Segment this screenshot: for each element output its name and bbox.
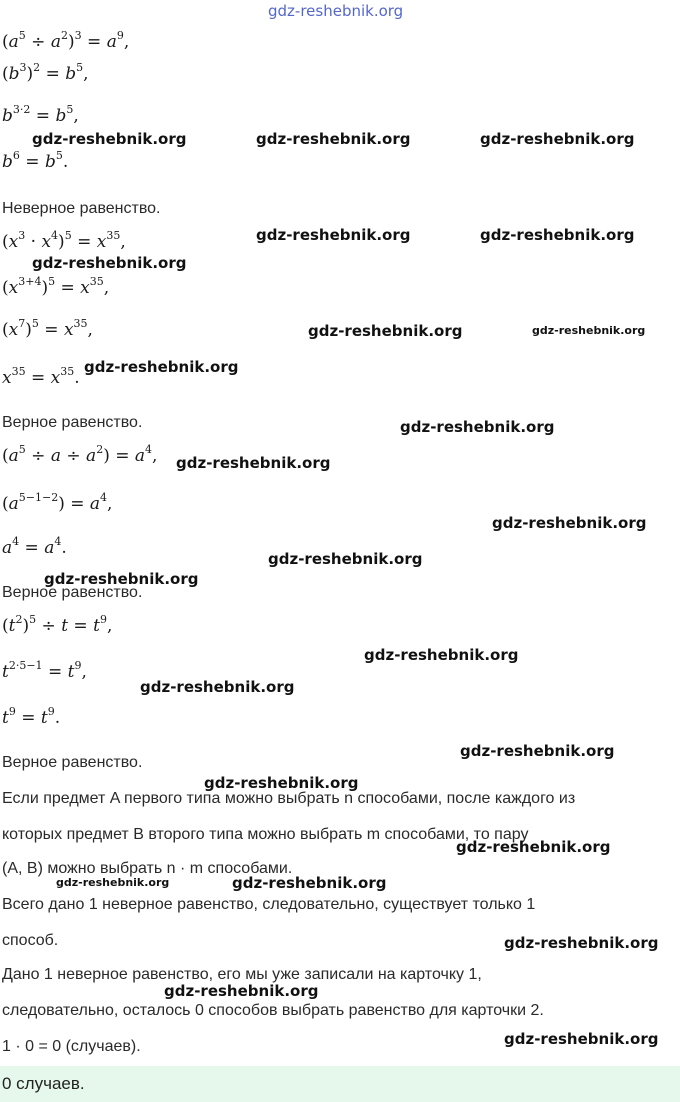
verdict-2: Верное равенство. <box>2 414 143 431</box>
watermark: gdz-reshebnik.org <box>232 874 387 892</box>
watermark: gdz-reshebnik.org <box>32 254 187 272</box>
equation-7: $(x^7)^5 = x^{35}$, <box>2 317 93 340</box>
watermark: gdz-reshebnik.org <box>84 358 239 376</box>
watermark: gdz-reshebnik.org <box>268 550 423 568</box>
watermark: gdz-reshebnik.org <box>204 774 359 792</box>
watermark: gdz-reshebnik.org <box>268 2 404 20</box>
watermark: gdz-reshebnik.org <box>164 982 319 1000</box>
watermark: gdz-reshebnik.org <box>460 742 615 760</box>
verdict-3: Верное равенство. <box>2 584 143 601</box>
equation-8: $x^{35} = x^{35}$. <box>2 365 80 388</box>
card-line-2: следовательно, осталось 0 способов выбрать равенство для карточки 2. <box>2 1002 544 1019</box>
answer-text: 0 случаев. <box>2 1074 85 1093</box>
equation-5: $(x^3 \cdot x^4)^5 = x^{35}$, <box>2 229 126 252</box>
calculation-line: 1 · 0 = 0 (случаев). <box>2 1038 141 1055</box>
card-line-1: Дано 1 неверное равенство, его мы уже записали на карточку 1, <box>2 966 482 983</box>
equation-12: $(t^2)^5 \div t = t^9$, <box>2 613 113 636</box>
verdict-1: Неверное равенство. <box>2 200 161 217</box>
watermark: gdz-reshebnik.org <box>504 934 659 952</box>
watermark: gdz-reshebnik.org <box>456 838 611 856</box>
watermark: gdz-reshebnik.org <box>140 678 295 696</box>
watermark: gdz-reshebnik.org <box>532 324 646 337</box>
equation-1: $(a^5 \div a^2)^3 = a^9$, <box>2 29 130 52</box>
verdict-4: Верное равенство. <box>2 754 143 771</box>
watermark: gdz-reshebnik.org <box>44 570 199 588</box>
watermark: gdz-reshebnik.org <box>480 226 635 244</box>
watermark: gdz-reshebnik.org <box>308 322 463 340</box>
watermark: gdz-reshebnik.org <box>176 454 331 472</box>
rule-line-2: которых предмет B второго типа можно выбрать m способами, то пару <box>2 826 529 843</box>
equation-9: $(a^5 \div a \div a^2) = a^4$, <box>2 443 158 466</box>
equation-2: $(b^3)^2 = b^5$, <box>2 61 89 84</box>
watermark: gdz-reshebnik.org <box>400 418 555 436</box>
equation-6: $(x^{3+4})^5 = x^{35}$, <box>2 275 110 298</box>
equation-3: $b^{3\cdot 2} = b^5$, <box>2 103 79 126</box>
equation-13: $t^{2\cdot 5-1} = t^9$, <box>2 659 87 682</box>
equation-10: $(a^{5-1-2}) = a^4$, <box>2 491 113 514</box>
watermark: gdz-reshebnik.org <box>256 226 411 244</box>
watermark: gdz-reshebnik.org <box>56 876 170 889</box>
equation-4: $b^6 = b^5$. <box>2 149 69 172</box>
given-line-1: Всего дано 1 неверное равенство, следовательно, существует только 1 <box>2 896 536 913</box>
given-line-2: способ. <box>2 932 59 949</box>
watermark: gdz-reshebnik.org <box>32 130 187 148</box>
answer-box <box>0 1066 680 1102</box>
watermark: gdz-reshebnik.org <box>480 130 635 148</box>
equation-14: $t^9 = t^9$. <box>2 705 61 728</box>
watermark: gdz-reshebnik.org <box>492 514 647 532</box>
equation-11: $a^4 = a^4$. <box>2 535 67 558</box>
rule-line-3: (A, B) можно выбрать n · m способами. <box>2 860 293 877</box>
watermark: gdz-reshebnik.org <box>256 130 411 148</box>
watermark: gdz-reshebnik.org <box>364 646 519 664</box>
watermark: gdz-reshebnik.org <box>504 1030 659 1048</box>
rule-line-1: Если предмет A первого типа можно выбрать n способами, после каждого из <box>2 790 576 807</box>
